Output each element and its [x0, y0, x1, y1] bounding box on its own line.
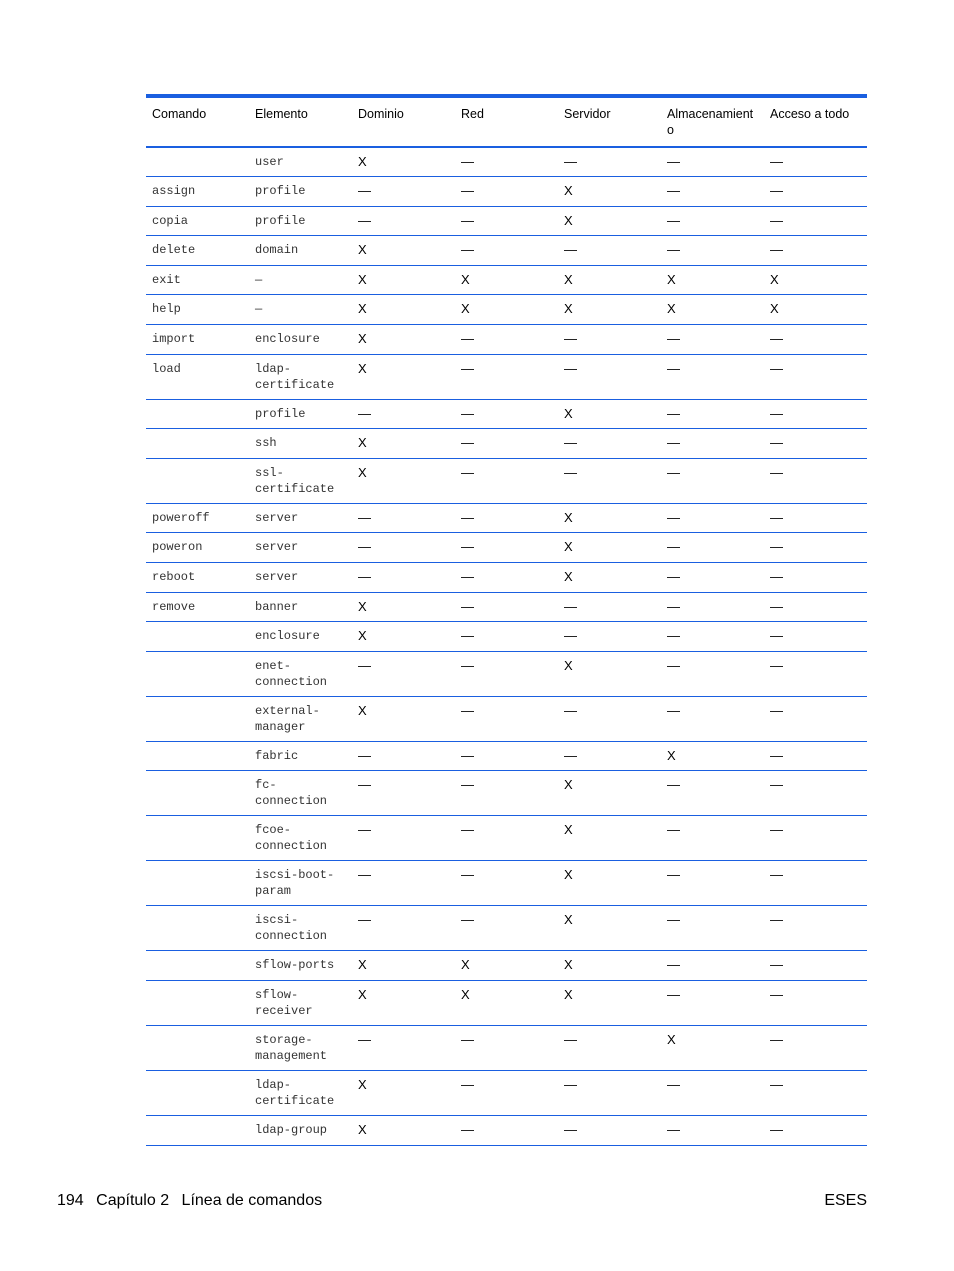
table-row [146, 458, 867, 503]
cell-dominio: — [358, 657, 371, 673]
cell-dominio: X [358, 987, 367, 1002]
header-red: Red [461, 107, 484, 121]
cell-acceso-a-todo: X [770, 271, 779, 287]
table-row [146, 741, 867, 771]
cell-elemento: fcoe-connection [255, 823, 328, 854]
cell-dominio: X [358, 301, 367, 317]
header-dominio: Dominio [358, 107, 404, 121]
table-row [146, 622, 867, 652]
cell-comando [146, 741, 249, 771]
cell-acceso-a-todo: — [770, 957, 783, 973]
page-footer-left [57, 1192, 330, 1210]
chapter-label: Capítulo 2 [96, 1192, 170, 1209]
cell-almacenamiento: — [667, 987, 680, 1002]
cell-acceso-a-todo: X [770, 301, 779, 317]
cell-elemento: sflow-ports [255, 958, 335, 973]
cell-elemento: fc-connection [255, 778, 328, 809]
table-row [146, 295, 867, 325]
table-header-row [146, 96, 867, 147]
cell-servidor: — [564, 435, 577, 451]
cell-red: — [461, 242, 474, 258]
cell-elemento: enclosure [255, 629, 320, 644]
cell-elemento: ldap-group [255, 1123, 328, 1137]
cell-red: — [461, 569, 474, 585]
cell-dominio: X [358, 464, 367, 480]
cell-servidor: X [564, 657, 573, 673]
cell-almacenamiento: X [667, 271, 676, 287]
cell-red: — [461, 912, 474, 928]
cell-acceso-a-todo: — [770, 912, 783, 928]
cell-elemento: enet-connection [255, 658, 328, 689]
cell-red: — [461, 435, 474, 451]
cell-acceso-a-todo: — [770, 1122, 783, 1137]
header-servidor: Servidor [564, 107, 611, 121]
cell-almacenamiento: — [667, 360, 680, 376]
cell-comando [146, 771, 249, 816]
cell-acceso-a-todo: — [770, 405, 783, 421]
cell-acceso-a-todo: — [770, 154, 783, 169]
cell-almacenamiento: — [667, 509, 680, 525]
cell-servidor: X [564, 867, 573, 883]
cell-servidor: X [564, 539, 573, 555]
cell-elemento: sflow-receiver [255, 988, 313, 1018]
cell-almacenamiento: — [667, 1077, 680, 1092]
table-body [146, 147, 867, 1145]
cell-servidor: — [564, 598, 577, 614]
cell-comando: reboot [152, 570, 196, 585]
cell-red: — [461, 331, 474, 347]
cell-dominio: X [358, 957, 367, 973]
table-row [146, 325, 867, 355]
cell-almacenamiento: — [667, 912, 680, 928]
cell-dominio: — [358, 867, 371, 883]
cell-servidor: X [564, 301, 573, 317]
cell-servidor: — [564, 154, 577, 169]
cell-servidor: X [564, 509, 573, 525]
cell-red: — [461, 212, 474, 228]
table-row [146, 1116, 867, 1146]
cell-dominio: X [358, 360, 367, 376]
table-row [146, 177, 867, 207]
cell-red: — [461, 1032, 474, 1047]
cell-acceso-a-todo: — [770, 867, 783, 883]
cell-comando: exit [152, 272, 181, 287]
cell-dominio: — [358, 822, 371, 838]
cell-comando [146, 651, 249, 696]
header-comando: Comando [152, 107, 207, 121]
cell-elemento: external-manager [255, 703, 320, 734]
table-row [146, 816, 867, 861]
cell-red: X [461, 271, 470, 287]
cell-dominio: — [358, 777, 371, 793]
cell-comando [146, 1071, 249, 1116]
cell-comando: assign [152, 184, 196, 199]
cell-comando [146, 981, 249, 1026]
header-almacenamiento: Almacenamient o [667, 107, 754, 137]
cell-elemento: ldap-certificate [255, 361, 335, 392]
cell-elemento: user [255, 155, 284, 169]
cell-dominio: — [358, 183, 371, 199]
cell-comando [146, 1116, 249, 1146]
cell-comando [146, 429, 249, 459]
cell-almacenamiento: — [667, 183, 680, 199]
cell-acceso-a-todo: — [770, 212, 783, 228]
cell-elemento: storage-management [255, 1033, 328, 1063]
cell-comando [146, 399, 249, 429]
cell-dominio: X [358, 331, 367, 347]
cell-dominio: — [358, 569, 371, 585]
cell-comando: import [152, 332, 196, 347]
cell-acceso-a-todo: — [770, 1032, 783, 1047]
table-row [146, 771, 867, 816]
cell-servidor: X [564, 212, 573, 228]
cell-almacenamiento: — [667, 464, 680, 480]
cell-acceso-a-todo: — [770, 464, 783, 480]
cell-acceso-a-todo: — [770, 628, 783, 644]
cell-comando [146, 816, 249, 861]
cell-acceso-a-todo: — [770, 822, 783, 838]
cell-servidor: — [564, 702, 577, 718]
cell-red: — [461, 539, 474, 555]
cell-dominio: X [358, 1077, 367, 1092]
cell-comando [146, 1026, 249, 1071]
cell-dominio: — [358, 405, 371, 421]
cell-acceso-a-todo: — [770, 435, 783, 451]
cell-red: — [461, 747, 474, 763]
cell-comando: remove [152, 599, 196, 614]
cell-almacenamiento: — [667, 539, 680, 555]
cell-red: — [461, 628, 474, 644]
cell-servidor: — [564, 628, 577, 644]
cell-acceso-a-todo: — [770, 747, 783, 763]
cell-almacenamiento: — [667, 867, 680, 883]
cell-comando: delete [152, 243, 196, 258]
table-row [146, 147, 867, 177]
table-row [146, 354, 867, 399]
cell-red: X [461, 957, 470, 973]
cell-elemento: iscsi-boot-param [255, 868, 335, 899]
cell-red: — [461, 509, 474, 525]
cell-almacenamiento: — [667, 212, 680, 228]
table-row [146, 533, 867, 563]
cell-elemento: iscsi-connection [255, 913, 328, 944]
cell-servidor: X [564, 405, 573, 421]
cell-dominio: — [358, 1032, 371, 1047]
cell-almacenamiento: — [667, 331, 680, 347]
cell-servidor: X [564, 777, 573, 793]
table-row [146, 503, 867, 533]
cell-dominio: — [358, 539, 371, 555]
cell-elemento: enclosure [255, 332, 320, 347]
table-row [146, 592, 867, 622]
cell-elemento: domain [255, 243, 299, 258]
header-elemento: Elemento [255, 107, 308, 121]
cell-elemento: server [255, 570, 299, 585]
cell-red: — [461, 464, 474, 480]
cell-servidor: — [564, 464, 577, 480]
table-row [146, 265, 867, 295]
cell-dominio: — [358, 912, 371, 928]
cell-comando: poweron [152, 540, 203, 555]
cell-dominio: X [358, 154, 367, 169]
cell-servidor: — [564, 1122, 577, 1137]
cell-acceso-a-todo: — [770, 539, 783, 555]
cell-servidor: — [564, 747, 577, 763]
cell-red: — [461, 657, 474, 673]
cell-comando [146, 622, 249, 652]
cell-red: — [461, 822, 474, 838]
cell-almacenamiento: — [667, 242, 680, 258]
cell-elemento: — [255, 302, 263, 317]
cell-dominio: X [358, 628, 367, 644]
cell-dominio: — [358, 509, 371, 525]
cell-almacenamiento: — [667, 628, 680, 644]
cell-almacenamiento: — [667, 702, 680, 718]
cell-almacenamiento: X [667, 301, 676, 317]
cell-red: — [461, 777, 474, 793]
table-row [146, 399, 867, 429]
cell-dominio: X [358, 1122, 367, 1137]
cell-acceso-a-todo: — [770, 657, 783, 673]
cell-red: — [461, 1077, 474, 1092]
table-row [146, 236, 867, 266]
cell-dominio: X [358, 435, 367, 451]
cell-almacenamiento: — [667, 957, 680, 973]
cell-acceso-a-todo: — [770, 702, 783, 718]
cell-almacenamiento: — [667, 657, 680, 673]
cell-red: X [461, 301, 470, 317]
cell-almacenamiento: — [667, 435, 680, 451]
cell-almacenamiento: X [667, 1032, 676, 1047]
permissions-table [146, 94, 867, 1146]
cell-servidor: X [564, 987, 573, 1002]
cell-acceso-a-todo: — [770, 598, 783, 614]
cell-servidor: — [564, 242, 577, 258]
cell-almacenamiento: X [667, 747, 676, 763]
cell-servidor: X [564, 912, 573, 928]
cell-red: — [461, 702, 474, 718]
table-row [146, 563, 867, 593]
cell-servidor: X [564, 822, 573, 838]
cell-almacenamiento: — [667, 569, 680, 585]
cell-comando [146, 861, 249, 906]
cell-servidor: — [564, 1032, 577, 1047]
header-acceso-a-todo: Acceso a todo [770, 107, 850, 121]
cell-acceso-a-todo: — [770, 509, 783, 525]
cell-almacenamiento: — [667, 1122, 680, 1137]
cell-almacenamiento: — [667, 598, 680, 614]
table-row [146, 696, 867, 741]
cell-acceso-a-todo: — [770, 777, 783, 793]
table-row [146, 429, 867, 459]
table-row [146, 651, 867, 696]
cell-acceso-a-todo: — [770, 1077, 783, 1092]
cell-comando: poweroff [152, 510, 210, 525]
cell-acceso-a-todo: — [770, 569, 783, 585]
cell-red: — [461, 360, 474, 376]
cell-dominio: — [358, 747, 371, 763]
cell-elemento: server [255, 510, 299, 525]
cell-comando [146, 906, 249, 951]
cell-dominio: — [358, 212, 371, 228]
cell-red: — [461, 405, 474, 421]
table-row [146, 206, 867, 236]
cell-red: X [461, 987, 470, 1002]
cell-comando [146, 696, 249, 741]
cell-acceso-a-todo: — [770, 242, 783, 258]
cell-red: — [461, 867, 474, 883]
cell-elemento: profile [255, 184, 306, 199]
cell-servidor: X [564, 569, 573, 585]
cell-comando: load [152, 361, 181, 376]
cell-elemento: ldap-certificate [255, 1078, 335, 1108]
cell-servidor: — [564, 1077, 577, 1092]
cell-acceso-a-todo: — [770, 987, 783, 1002]
table-row [146, 981, 867, 1026]
cell-elemento: — [255, 272, 263, 287]
chapter-title: Línea de comandos [181, 1192, 323, 1209]
cell-almacenamiento: — [667, 154, 680, 169]
cell-elemento: server [255, 540, 299, 555]
page-footer-locale: ESES [824, 1192, 867, 1209]
cell-comando [146, 458, 249, 503]
cell-servidor: — [564, 360, 577, 376]
cell-almacenamiento: — [667, 405, 680, 421]
cell-servidor: — [564, 331, 577, 347]
table-row [146, 1026, 867, 1071]
table-row [146, 861, 867, 906]
cell-almacenamiento: — [667, 777, 680, 793]
cell-acceso-a-todo: — [770, 183, 783, 199]
cell-red: — [461, 1122, 474, 1137]
cell-acceso-a-todo: — [770, 331, 783, 347]
cell-dominio: X [358, 242, 367, 258]
cell-almacenamiento: — [667, 822, 680, 838]
cell-comando: copia [152, 213, 189, 228]
cell-elemento: profile [255, 213, 306, 228]
cell-dominio: X [358, 702, 367, 718]
table-row [146, 951, 867, 981]
cell-comando [146, 147, 249, 177]
cell-elemento: profile [255, 406, 306, 421]
cell-dominio: X [358, 271, 367, 287]
cell-servidor: X [564, 271, 573, 287]
cell-elemento: fabric [255, 748, 299, 763]
cell-red: — [461, 183, 474, 199]
cell-dominio: X [358, 598, 367, 614]
cell-elemento: ssl-certificate [255, 465, 335, 496]
table-row [146, 906, 867, 951]
cell-servidor: X [564, 183, 573, 199]
cell-elemento: ssh [255, 436, 277, 451]
cell-acceso-a-todo: — [770, 360, 783, 376]
cell-red: — [461, 598, 474, 614]
page-number: 194 [57, 1192, 84, 1209]
cell-comando: help [152, 302, 181, 317]
table-row [146, 1071, 867, 1116]
cell-red: — [461, 154, 474, 169]
cell-comando [146, 951, 249, 981]
cell-elemento: banner [255, 599, 299, 614]
cell-servidor: X [564, 957, 573, 973]
